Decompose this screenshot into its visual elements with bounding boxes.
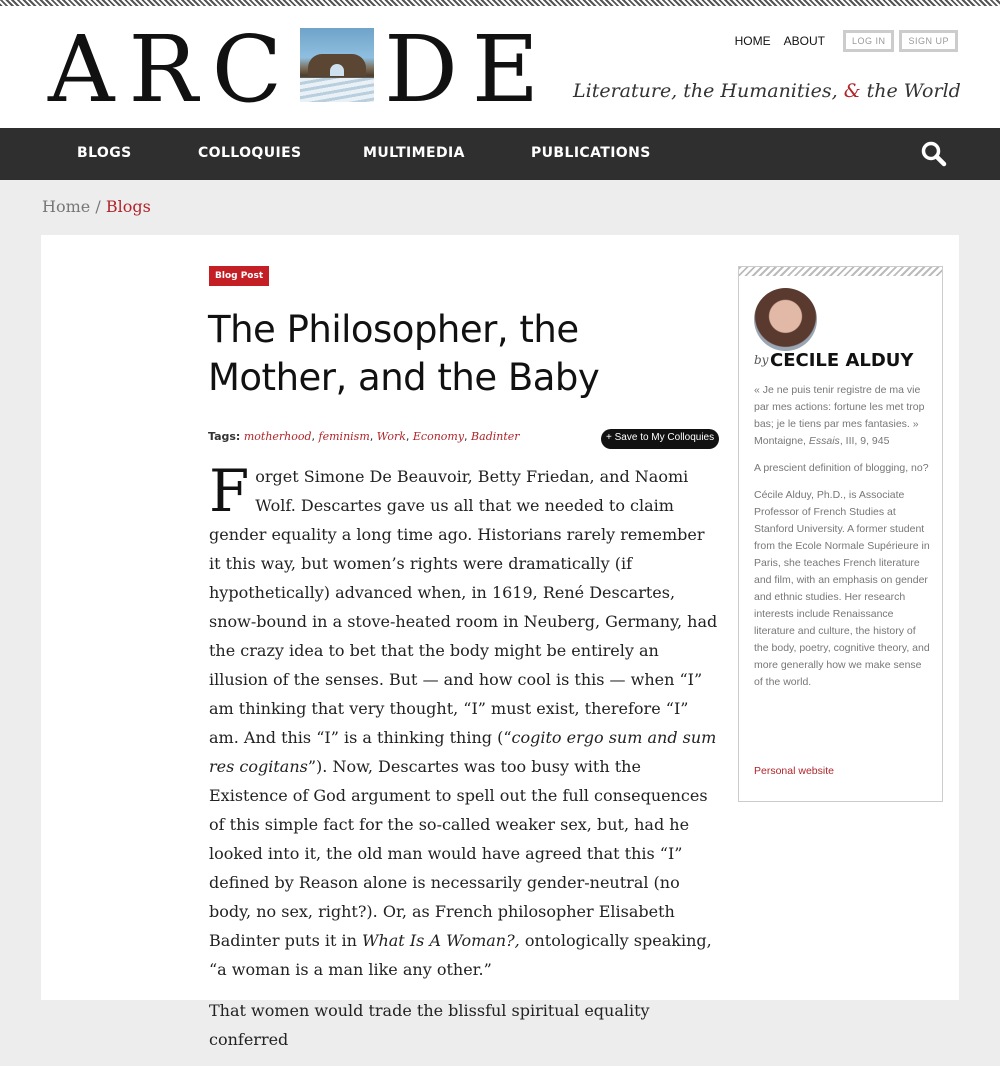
signup-button[interactable]: SIGN UP bbox=[899, 30, 958, 52]
author-by-label: by bbox=[754, 353, 769, 367]
breadcrumb-blogs[interactable]: Blogs bbox=[105, 197, 151, 216]
nav-multimedia[interactable]: MULTIMEDIA bbox=[363, 145, 465, 161]
author-sidebar bbox=[738, 266, 943, 802]
author-bio: Cécile Alduy, Ph.D., is Associate Professor of French Studies at Stanford University. A former student from the Ecole Normale Supérieure in Paris, she teaches French literature and film, with an emphasis on gender and ethnic studies. Her research interests include Renaissance literature and culture, the history of the body, poetry, cognitive theory, and more generally how we make sense of the world. bbox=[754, 489, 930, 688]
login-button[interactable]: LOG IN bbox=[843, 30, 895, 52]
breadcrumb bbox=[42, 197, 151, 216]
author-avatar[interactable] bbox=[754, 288, 817, 351]
author-box-stripe bbox=[739, 267, 942, 276]
author-quote: « Je ne puis tenir registre de ma vie par mes actions: fortune les met trop bas; je le tiens par mes fantasies. » Montaigne, Essais, III, 9, 945 bbox=[754, 384, 925, 447]
site-logo[interactable] bbox=[48, 16, 554, 123]
main-nav bbox=[0, 128, 1000, 180]
tag-link[interactable]: Badinter bbox=[471, 430, 520, 443]
search-icon[interactable] bbox=[920, 140, 948, 168]
tagline-end: the World bbox=[866, 80, 961, 102]
author-bio-block bbox=[754, 382, 932, 701]
post-tags: Tags: motherhood, feminism, Work, Economy, Badinter bbox=[208, 430, 520, 443]
nav-blogs[interactable]: BLOGS bbox=[77, 145, 132, 161]
article-body bbox=[209, 457, 719, 1066]
top-links bbox=[735, 30, 958, 52]
breadcrumb-home[interactable]: Home bbox=[42, 197, 91, 216]
tag-link[interactable]: Work bbox=[376, 430, 406, 443]
personal-website-link[interactable]: Personal website bbox=[754, 765, 834, 777]
author-name[interactable]: CECILE ALDUY bbox=[770, 350, 914, 371]
author-note: A prescient definition of blogging, no? bbox=[754, 462, 929, 474]
logo-text-left: ARC bbox=[48, 16, 297, 123]
site-tagline bbox=[573, 80, 961, 102]
article-paragraph: Forget Simone De Beauvoir, Betty Friedan, and Naomi Wolf. Descartes gave us all that we needed to claim gender equality a long time ago. Historians rarely remember it this way, but women’s rights were dramatically (if hypothetically) advanced when, in 1619, René Descartes, snow-bound in a stove-heated room in Neuberg, Germany, had the crazy idea to bet that the body might be entirely an illusion of the senses. But — and how cool is this — when “I” am thinking that very thought, “I” must exist, therefore “I” am. And this “I” is a thinking thing (“cogito ergo sum and sum res cogitans”). Now, Descartes was too busy with the Existence of God argument to spell out the full consequences of this simple fact for the so-called weaker sex, but, had he looked into it, the old man would have agreed that this “I” defined by Reason alone is necessarily gender-neutral (no body, no sex, right?). Or, as French philosopher Elisabeth Badinter puts it in What Is A Woman?, ontologically speaking, “a woman is a man like any other.” bbox=[209, 457, 718, 979]
post-title: The Philosopher, the Mother, and the Baby bbox=[208, 308, 600, 399]
tag-link[interactable]: Economy bbox=[412, 430, 465, 443]
breadcrumb-separator: / bbox=[95, 197, 101, 216]
tag-link[interactable]: feminism bbox=[318, 430, 370, 443]
nav-publications[interactable]: PUBLICATIONS bbox=[531, 145, 651, 161]
home-link[interactable]: HOME bbox=[734, 34, 771, 48]
tag-link[interactable]: motherhood bbox=[243, 430, 312, 443]
about-link[interactable]: ABOUT bbox=[783, 34, 825, 48]
site-header bbox=[0, 6, 1000, 128]
logo-text-right: DE bbox=[384, 16, 554, 123]
tagline-ampersand: & bbox=[843, 80, 861, 102]
tagline-start: Literature, the Humanities, bbox=[573, 80, 838, 102]
tags-label: Tags: bbox=[208, 430, 241, 443]
logo-arch-photo bbox=[300, 28, 374, 102]
nav-colloquies[interactable]: COLLOQUIES bbox=[198, 145, 302, 161]
save-to-colloquies-button[interactable]: + Save to My Colloquies bbox=[601, 429, 719, 449]
post-type-badge: Blog Post bbox=[209, 266, 269, 286]
drop-cap: F bbox=[209, 457, 250, 525]
article-paragraph: That women would trade the blissful spiritual equality conferred bbox=[209, 1001, 650, 1049]
